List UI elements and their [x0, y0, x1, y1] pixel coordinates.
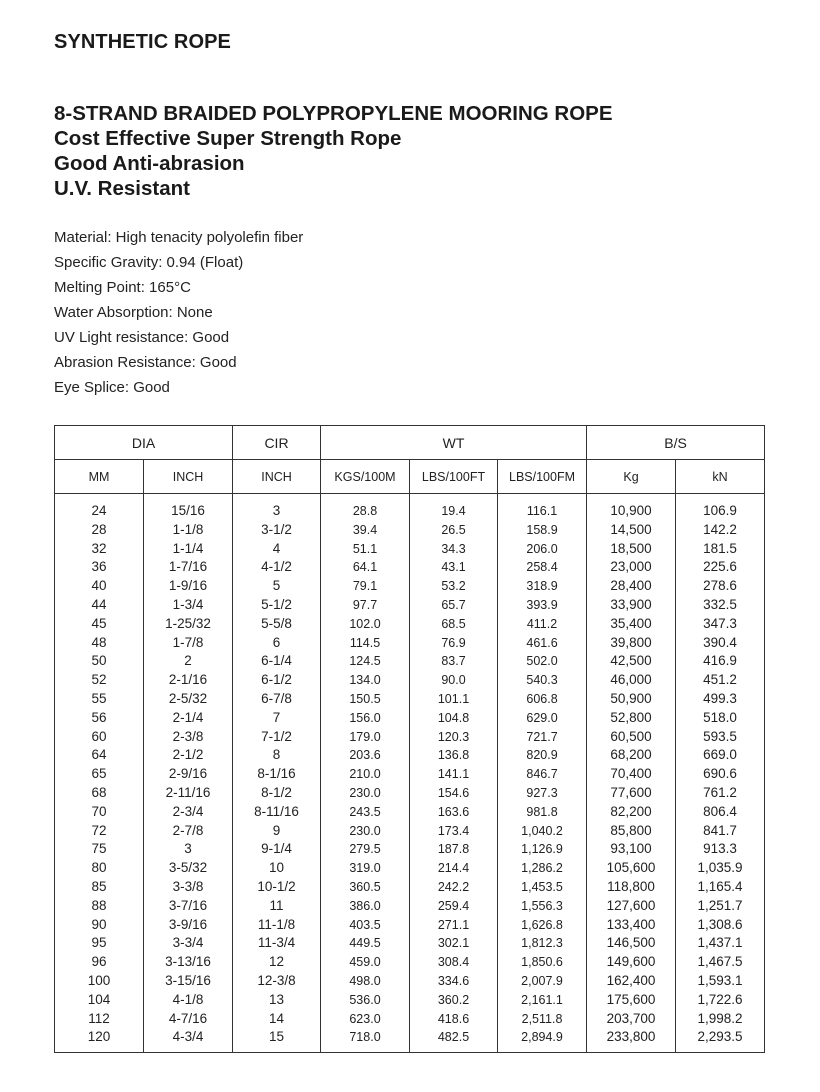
cell-wt-lbs-100ft: 360.2	[410, 991, 498, 1010]
cell-bs-kn: 106.9	[676, 502, 765, 521]
cell-dia-inch: 2-3/4	[144, 803, 233, 822]
cell-wt-lbs-100fm: 1,812.3	[498, 934, 587, 953]
cell-dia-inch: 1-25/32	[144, 615, 233, 634]
cell-bs-kg: 39,800	[587, 634, 676, 653]
cell-wt-lbs-100fm: 318.9	[498, 577, 587, 596]
cell-dia-mm: 50	[55, 652, 144, 671]
cell-dia-mm: 24	[55, 502, 144, 521]
cell-dia-mm: 100	[55, 972, 144, 991]
cell-cir-inch: 8-11/16	[233, 803, 321, 822]
cell-bs-kg: 60,500	[587, 728, 676, 747]
cell-wt-lbs-100fm: 1,453.5	[498, 878, 587, 897]
cell-dia-inch: 3	[144, 840, 233, 859]
cell-wt-kgs-100m: 449.5	[321, 934, 410, 953]
cell-bs-kn: 1,998.2	[676, 1010, 765, 1029]
cell-wt-kgs-100m: 536.0	[321, 991, 410, 1010]
cell-bs-kn: 390.4	[676, 634, 765, 653]
cell-bs-kn: 347.3	[676, 615, 765, 634]
cell-wt-kgs-100m: 114.5	[321, 634, 410, 653]
cell-wt-kgs-100m: 210.0	[321, 765, 410, 784]
cell-wt-lbs-100ft: 90.0	[410, 671, 498, 690]
cell-bs-kn: 1,035.9	[676, 859, 765, 878]
cell-wt-lbs-100ft: 136.8	[410, 746, 498, 765]
cell-bs-kn: 2,293.5	[676, 1028, 765, 1053]
cell-bs-kn: 593.5	[676, 728, 765, 747]
cell-dia-inch: 2-7/8	[144, 822, 233, 841]
section-title: SYNTHETIC ROPE	[54, 31, 231, 53]
cell-wt-lbs-100fm: 2,511.8	[498, 1010, 587, 1029]
cell-wt-kgs-100m: 124.5	[321, 652, 410, 671]
cell-dia-inch: 4-7/16	[144, 1010, 233, 1029]
cell-dia-inch: 2-3/8	[144, 728, 233, 747]
cell-wt-lbs-100ft: 26.5	[410, 521, 498, 540]
cell-dia-mm: 28	[55, 521, 144, 540]
cell-wt-lbs-100ft: 34.3	[410, 540, 498, 559]
cell-wt-lbs-100fm: 258.4	[498, 558, 587, 577]
cell-bs-kg: 14,500	[587, 521, 676, 540]
table-row	[55, 728, 765, 747]
cell-dia-inch: 3-3/4	[144, 934, 233, 953]
cell-bs-kn: 225.6	[676, 558, 765, 577]
cell-bs-kn: 690.6	[676, 765, 765, 784]
cell-wt-lbs-100fm: 540.3	[498, 671, 587, 690]
cell-wt-kgs-100m: 156.0	[321, 709, 410, 728]
cell-bs-kg: 203,700	[587, 1010, 676, 1029]
cell-wt-kgs-100m: 79.1	[321, 577, 410, 596]
cell-dia-inch: 2-9/16	[144, 765, 233, 784]
cell-cir-inch: 4	[233, 540, 321, 559]
table-row	[55, 840, 765, 859]
cell-dia-mm: 88	[55, 897, 144, 916]
table-row	[55, 709, 765, 728]
cell-wt-kgs-100m: 102.0	[321, 615, 410, 634]
cell-dia-inch: 4-1/8	[144, 991, 233, 1010]
cell-wt-lbs-100ft: 53.2	[410, 577, 498, 596]
cell-wt-lbs-100fm: 2,161.1	[498, 991, 587, 1010]
cell-wt-kgs-100m: 386.0	[321, 897, 410, 916]
table-row	[55, 972, 765, 991]
cell-wt-lbs-100ft: 334.6	[410, 972, 498, 991]
cell-cir-inch: 11-1/8	[233, 916, 321, 935]
cell-bs-kg: 175,600	[587, 991, 676, 1010]
cell-dia-mm: 104	[55, 991, 144, 1010]
cell-wt-kgs-100m: 97.7	[321, 596, 410, 615]
cell-bs-kg: 105,600	[587, 859, 676, 878]
property-melting-point: Melting Point: 165°C	[54, 279, 191, 296]
cell-dia-mm: 120	[55, 1028, 144, 1053]
cell-bs-kg: 68,200	[587, 746, 676, 765]
cell-bs-kn: 518.0	[676, 709, 765, 728]
cell-wt-kgs-100m: 150.5	[321, 690, 410, 709]
cell-wt-lbs-100ft: 19.4	[410, 502, 498, 521]
product-title: 8-STRAND BRAIDED POLYPROPYLENE MOORING ROPE	[54, 102, 613, 125]
table-row	[55, 784, 765, 803]
cell-wt-lbs-100fm: 927.3	[498, 784, 587, 803]
table-row	[55, 671, 765, 690]
cell-cir-inch: 5-1/2	[233, 596, 321, 615]
cell-bs-kg: 162,400	[587, 972, 676, 991]
cell-bs-kg: 23,000	[587, 558, 676, 577]
cell-wt-lbs-100ft: 302.1	[410, 934, 498, 953]
column-header: Kg	[587, 460, 676, 494]
cell-dia-mm: 32	[55, 540, 144, 559]
feature-heading: Cost Effective Super Strength Rope	[54, 127, 402, 150]
cell-cir-inch: 10-1/2	[233, 878, 321, 897]
table-row	[55, 615, 765, 634]
cell-wt-lbs-100ft: 242.2	[410, 878, 498, 897]
cell-dia-inch: 4-3/4	[144, 1028, 233, 1053]
cell-bs-kg: 52,800	[587, 709, 676, 728]
property-specific-gravity: Specific Gravity: 0.94 (Float)	[54, 254, 244, 271]
cell-bs-kn: 278.6	[676, 577, 765, 596]
cell-cir-inch: 4-1/2	[233, 558, 321, 577]
cell-bs-kn: 669.0	[676, 746, 765, 765]
cell-cir-inch: 6-7/8	[233, 690, 321, 709]
cell-dia-mm: 68	[55, 784, 144, 803]
cell-dia-inch: 2-1/4	[144, 709, 233, 728]
column-header: KGS/100M	[321, 460, 410, 494]
cell-dia-inch: 1-7/8	[144, 634, 233, 653]
cell-wt-lbs-100fm: 1,040.2	[498, 822, 587, 841]
cell-bs-kn: 1,251.7	[676, 897, 765, 916]
cell-dia-mm: 56	[55, 709, 144, 728]
cell-dia-mm: 48	[55, 634, 144, 653]
cell-dia-mm: 72	[55, 822, 144, 841]
property-water-absorption: Water Absorption: None	[54, 304, 213, 321]
cell-bs-kg: 82,200	[587, 803, 676, 822]
table-row	[55, 577, 765, 596]
cell-wt-lbs-100fm: 393.9	[498, 596, 587, 615]
cell-cir-inch: 3	[233, 502, 321, 521]
cell-bs-kn: 841.7	[676, 822, 765, 841]
table-row	[55, 765, 765, 784]
cell-dia-mm: 80	[55, 859, 144, 878]
cell-wt-lbs-100fm: 461.6	[498, 634, 587, 653]
table-row	[55, 690, 765, 709]
cell-wt-kgs-100m: 51.1	[321, 540, 410, 559]
cell-bs-kg: 233,800	[587, 1028, 676, 1053]
cell-cir-inch: 12-3/8	[233, 972, 321, 991]
cell-dia-inch: 3-13/16	[144, 953, 233, 972]
cell-bs-kg: 70,400	[587, 765, 676, 784]
cell-wt-lbs-100ft: 308.4	[410, 953, 498, 972]
column-header: LBS/100FT	[410, 460, 498, 494]
cell-wt-lbs-100ft: 163.6	[410, 803, 498, 822]
cell-wt-kgs-100m: 319.0	[321, 859, 410, 878]
table-row	[55, 521, 765, 540]
cell-bs-kg: 50,900	[587, 690, 676, 709]
cell-wt-lbs-100fm: 629.0	[498, 709, 587, 728]
feature-heading: U.V. Resistant	[54, 177, 190, 200]
cell-cir-inch: 7	[233, 709, 321, 728]
column-header: INCH	[233, 460, 321, 494]
cell-cir-inch: 8-1/16	[233, 765, 321, 784]
cell-dia-mm: 55	[55, 690, 144, 709]
table-row	[55, 991, 765, 1010]
cell-wt-lbs-100ft: 214.4	[410, 859, 498, 878]
cell-wt-lbs-100ft: 173.4	[410, 822, 498, 841]
cell-cir-inch: 9-1/4	[233, 840, 321, 859]
table-row	[55, 746, 765, 765]
cell-cir-inch: 11	[233, 897, 321, 916]
column-header: MM	[55, 460, 144, 494]
cell-bs-kn: 806.4	[676, 803, 765, 822]
cell-wt-lbs-100fm: 206.0	[498, 540, 587, 559]
table-row	[55, 1010, 765, 1029]
column-header: LBS/100FM	[498, 460, 587, 494]
table-row	[55, 822, 765, 841]
cell-wt-kgs-100m: 718.0	[321, 1028, 410, 1053]
cell-dia-mm: 95	[55, 934, 144, 953]
table-row	[55, 897, 765, 916]
cell-bs-kn: 761.2	[676, 784, 765, 803]
cell-wt-kgs-100m: 39.4	[321, 521, 410, 540]
cell-bs-kn: 1,593.1	[676, 972, 765, 991]
cell-wt-lbs-100ft: 104.8	[410, 709, 498, 728]
table-row	[55, 596, 765, 615]
cell-bs-kg: 18,500	[587, 540, 676, 559]
cell-dia-mm: 96	[55, 953, 144, 972]
cell-dia-inch: 1-1/4	[144, 540, 233, 559]
cell-wt-lbs-100ft: 271.1	[410, 916, 498, 935]
cell-bs-kn: 416.9	[676, 652, 765, 671]
column-header: INCH	[144, 460, 233, 494]
cell-dia-inch: 3-5/32	[144, 859, 233, 878]
cell-wt-lbs-100fm: 2,894.9	[498, 1028, 587, 1053]
cell-wt-lbs-100ft: 418.6	[410, 1010, 498, 1029]
cell-wt-kgs-100m: 498.0	[321, 972, 410, 991]
cell-bs-kg: 46,000	[587, 671, 676, 690]
spec-table	[54, 425, 765, 1053]
cell-bs-kg: 149,600	[587, 953, 676, 972]
cell-dia-inch: 1-1/8	[144, 521, 233, 540]
cell-wt-lbs-100ft: 101.1	[410, 690, 498, 709]
product-headings	[54, 101, 613, 201]
cell-bs-kg: 10,900	[587, 502, 676, 521]
cell-bs-kn: 1,437.1	[676, 934, 765, 953]
cell-wt-kgs-100m: 134.0	[321, 671, 410, 690]
column-header-row	[55, 460, 765, 494]
cell-wt-lbs-100ft: 76.9	[410, 634, 498, 653]
property-material: Material: High tenacity polyolefin fiber	[54, 229, 304, 246]
cell-wt-lbs-100ft: 120.3	[410, 728, 498, 747]
group-header-cir: CIR	[233, 426, 321, 460]
cell-dia-inch: 2-11/16	[144, 784, 233, 803]
cell-wt-kgs-100m: 403.5	[321, 916, 410, 935]
group-header-bs: B/S	[587, 426, 765, 460]
table-row	[55, 859, 765, 878]
cell-cir-inch: 6	[233, 634, 321, 653]
cell-wt-lbs-100fm: 1,626.8	[498, 916, 587, 935]
property-uv-resistance: UV Light resistance: Good	[54, 329, 230, 346]
cell-wt-lbs-100fm: 721.7	[498, 728, 587, 747]
cell-bs-kg: 146,500	[587, 934, 676, 953]
table-row	[55, 1028, 765, 1053]
cell-cir-inch: 15	[233, 1028, 321, 1053]
cell-wt-lbs-100ft: 141.1	[410, 765, 498, 784]
spec-table-body	[55, 494, 765, 1053]
cell-cir-inch: 8	[233, 746, 321, 765]
cell-cir-inch: 11-3/4	[233, 934, 321, 953]
cell-bs-kn: 1,165.4	[676, 878, 765, 897]
cell-wt-lbs-100ft: 259.4	[410, 897, 498, 916]
cell-bs-kn: 142.2	[676, 521, 765, 540]
cell-wt-lbs-100ft: 83.7	[410, 652, 498, 671]
cell-wt-kgs-100m: 230.0	[321, 784, 410, 803]
column-header: kN	[676, 460, 765, 494]
cell-dia-inch: 1-9/16	[144, 577, 233, 596]
cell-dia-mm: 40	[55, 577, 144, 596]
cell-cir-inch: 8-1/2	[233, 784, 321, 803]
cell-wt-kgs-100m: 279.5	[321, 840, 410, 859]
cell-bs-kg: 33,900	[587, 596, 676, 615]
cell-wt-lbs-100fm: 411.2	[498, 615, 587, 634]
cell-dia-inch: 3-15/16	[144, 972, 233, 991]
cell-wt-lbs-100fm: 158.9	[498, 521, 587, 540]
table-row	[55, 878, 765, 897]
cell-bs-kn: 499.3	[676, 690, 765, 709]
properties-list	[54, 225, 303, 400]
cell-cir-inch: 14	[233, 1010, 321, 1029]
table-row	[55, 652, 765, 671]
group-header-dia: DIA	[55, 426, 233, 460]
cell-bs-kg: 28,400	[587, 577, 676, 596]
cell-dia-mm: 75	[55, 840, 144, 859]
cell-cir-inch: 12	[233, 953, 321, 972]
table-row	[55, 953, 765, 972]
cell-wt-kgs-100m: 459.0	[321, 953, 410, 972]
cell-cir-inch: 10	[233, 859, 321, 878]
cell-wt-lbs-100fm: 502.0	[498, 652, 587, 671]
cell-bs-kn: 332.5	[676, 596, 765, 615]
cell-bs-kn: 1,308.6	[676, 916, 765, 935]
cell-dia-inch: 1-7/16	[144, 558, 233, 577]
cell-wt-lbs-100fm: 1,126.9	[498, 840, 587, 859]
table-row	[55, 934, 765, 953]
cell-cir-inch: 6-1/4	[233, 652, 321, 671]
cell-wt-kgs-100m: 360.5	[321, 878, 410, 897]
table-row	[55, 502, 765, 521]
cell-wt-kgs-100m: 203.6	[321, 746, 410, 765]
cell-wt-lbs-100ft: 68.5	[410, 615, 498, 634]
cell-dia-inch: 2	[144, 652, 233, 671]
cell-wt-lbs-100ft: 187.8	[410, 840, 498, 859]
cell-bs-kg: 93,100	[587, 840, 676, 859]
cell-bs-kg: 77,600	[587, 784, 676, 803]
cell-wt-lbs-100fm: 1,850.6	[498, 953, 587, 972]
cell-dia-mm: 65	[55, 765, 144, 784]
cell-dia-mm: 45	[55, 615, 144, 634]
cell-dia-mm: 70	[55, 803, 144, 822]
cell-wt-lbs-100fm: 1,286.2	[498, 859, 587, 878]
cell-dia-mm: 85	[55, 878, 144, 897]
cell-wt-lbs-100fm: 2,007.9	[498, 972, 587, 991]
cell-cir-inch: 9	[233, 822, 321, 841]
cell-dia-inch: 2-5/32	[144, 690, 233, 709]
cell-wt-kgs-100m: 179.0	[321, 728, 410, 747]
cell-dia-mm: 36	[55, 558, 144, 577]
cell-dia-mm: 60	[55, 728, 144, 747]
table-spacer-row	[55, 494, 765, 503]
feature-heading: Good Anti-abrasion	[54, 152, 245, 175]
cell-dia-inch: 15/16	[144, 502, 233, 521]
cell-cir-inch: 5	[233, 577, 321, 596]
cell-wt-lbs-100fm: 1,556.3	[498, 897, 587, 916]
cell-bs-kg: 127,600	[587, 897, 676, 916]
group-header-row	[55, 426, 765, 460]
cell-bs-kg: 35,400	[587, 615, 676, 634]
cell-wt-kgs-100m: 28.8	[321, 502, 410, 521]
cell-wt-lbs-100ft: 482.5	[410, 1028, 498, 1053]
cell-bs-kn: 913.3	[676, 840, 765, 859]
table-row	[55, 634, 765, 653]
cell-dia-inch: 3-3/8	[144, 878, 233, 897]
cell-bs-kn: 451.2	[676, 671, 765, 690]
cell-dia-inch: 3-9/16	[144, 916, 233, 935]
cell-cir-inch: 6-1/2	[233, 671, 321, 690]
cell-wt-lbs-100ft: 43.1	[410, 558, 498, 577]
cell-cir-inch: 7-1/2	[233, 728, 321, 747]
cell-dia-inch: 1-3/4	[144, 596, 233, 615]
cell-cir-inch: 5-5/8	[233, 615, 321, 634]
cell-dia-mm: 112	[55, 1010, 144, 1029]
cell-wt-lbs-100fm: 981.8	[498, 803, 587, 822]
group-header-wt: WT	[321, 426, 587, 460]
cell-dia-mm: 52	[55, 671, 144, 690]
cell-wt-kgs-100m: 230.0	[321, 822, 410, 841]
cell-dia-mm: 90	[55, 916, 144, 935]
cell-wt-kgs-100m: 243.5	[321, 803, 410, 822]
table-row	[55, 558, 765, 577]
cell-bs-kg: 85,800	[587, 822, 676, 841]
cell-wt-lbs-100fm: 846.7	[498, 765, 587, 784]
table-row	[55, 803, 765, 822]
property-eye-splice: Eye Splice: Good	[54, 379, 170, 396]
cell-wt-lbs-100ft: 65.7	[410, 596, 498, 615]
cell-wt-lbs-100fm: 116.1	[498, 502, 587, 521]
cell-wt-lbs-100fm: 820.9	[498, 746, 587, 765]
cell-bs-kn: 1,722.6	[676, 991, 765, 1010]
cell-bs-kg: 133,400	[587, 916, 676, 935]
property-abrasion-resistance: Abrasion Resistance: Good	[54, 354, 237, 371]
cell-wt-lbs-100fm: 606.8	[498, 690, 587, 709]
cell-cir-inch: 13	[233, 991, 321, 1010]
cell-dia-inch: 2-1/16	[144, 671, 233, 690]
cell-bs-kg: 118,800	[587, 878, 676, 897]
cell-wt-kgs-100m: 64.1	[321, 558, 410, 577]
cell-dia-inch: 2-1/2	[144, 746, 233, 765]
cell-dia-mm: 64	[55, 746, 144, 765]
cell-wt-kgs-100m: 623.0	[321, 1010, 410, 1029]
cell-cir-inch: 3-1/2	[233, 521, 321, 540]
table-row	[55, 916, 765, 935]
cell-bs-kn: 1,467.5	[676, 953, 765, 972]
cell-wt-lbs-100ft: 154.6	[410, 784, 498, 803]
table-row	[55, 540, 765, 559]
cell-dia-mm: 44	[55, 596, 144, 615]
cell-dia-inch: 3-7/16	[144, 897, 233, 916]
cell-bs-kg: 42,500	[587, 652, 676, 671]
cell-bs-kn: 181.5	[676, 540, 765, 559]
